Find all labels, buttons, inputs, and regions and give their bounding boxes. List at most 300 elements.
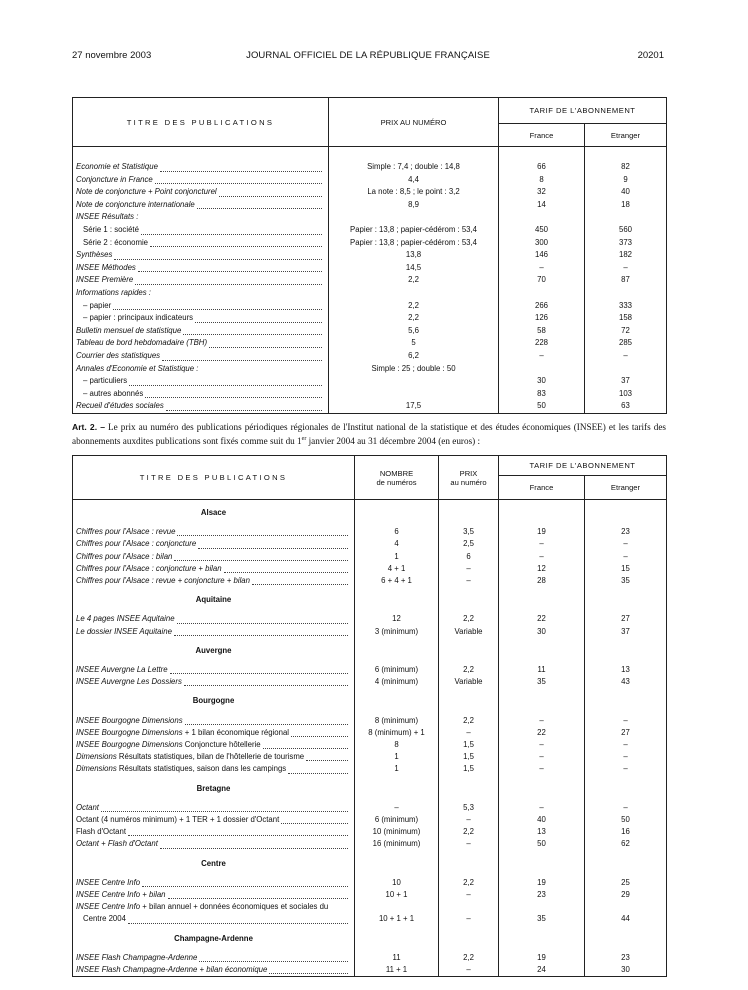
publication-name: Le 4 pages INSEE Aquitaine	[76, 614, 175, 624]
publications-table-1	[72, 97, 667, 414]
publication-title-cell	[73, 739, 355, 751]
etranger-cell	[585, 363, 667, 376]
prix-cell: 5,3	[439, 802, 499, 814]
publication-title-text	[76, 186, 217, 199]
publication-title-cell	[73, 664, 355, 676]
nombre-cell: 4 + 1	[355, 563, 439, 575]
table-row	[73, 312, 667, 325]
publication-title-cell	[73, 224, 329, 237]
publication-title-cell	[73, 715, 355, 727]
publication-title-cell	[73, 763, 355, 775]
table-row	[73, 538, 667, 550]
col-tarif-header: TARIF DE L'ABONNEMENT	[499, 456, 667, 476]
table-row	[73, 751, 667, 763]
france-cell: 32	[499, 186, 585, 199]
table-row	[73, 877, 667, 889]
publication-name: – autres abonnés	[83, 388, 144, 398]
etranger-cell: 560	[585, 224, 667, 237]
etranger-cell: –	[585, 715, 667, 727]
price-cell	[329, 211, 499, 224]
etranger-cell: 285	[585, 337, 667, 350]
publication-title-text	[76, 161, 158, 174]
publication-name-suffix: + bilan annuel + données économiques et sociales du	[140, 902, 329, 912]
price-cell: 14,5	[329, 262, 499, 275]
publication-title-text	[76, 551, 172, 563]
publication-title-text	[83, 300, 111, 313]
publication-name: Bulletin mensuel de statistique	[76, 325, 182, 335]
etranger-cell: –	[585, 551, 667, 563]
france-cell: 50	[499, 838, 585, 850]
publication-name: Octant + Flash d'Octant	[76, 839, 158, 849]
nombre-cell: 8 (minimum)	[355, 715, 439, 727]
publication-title-text	[76, 337, 207, 350]
publication-name: Flash d'Octant	[76, 827, 127, 837]
article-text-after: janvier 2004 au 31 décembre 2004 (en euros) :	[306, 435, 481, 446]
france-cell: –	[499, 802, 585, 814]
publication-name-suffix: (4 numéros minimum) + 1 TER + 1 dossier d'Octant	[98, 815, 280, 825]
publication-name: Chiffres pour l'Alsace : conjoncture	[76, 539, 197, 549]
table-row	[73, 551, 667, 563]
nombre-cell: 3 (minimum)	[355, 626, 439, 638]
publication-name: – papier	[83, 300, 112, 310]
section-row	[73, 858, 667, 870]
nombre-cell: 8	[355, 739, 439, 751]
publication-name: Recueil d'études sociales	[76, 401, 164, 411]
etranger-cell: 63	[585, 400, 667, 413]
publication-title-text	[76, 199, 195, 212]
price-cell	[329, 388, 499, 401]
table-row	[73, 802, 667, 814]
etranger-cell: 103	[585, 388, 667, 401]
etranger-cell: 35	[585, 575, 667, 587]
col-prix-line1: PRIX	[459, 468, 478, 478]
nombre-cell: 4	[355, 538, 439, 550]
etranger-cell: –	[585, 538, 667, 550]
publication-title-text	[76, 715, 183, 727]
etranger-cell: 87	[585, 274, 667, 287]
publication-name: INSEE Méthodes	[76, 262, 136, 272]
col-title-header: TITRE DES PUBLICATIONS	[73, 98, 329, 147]
publication-name: INSEE Bourgogne Dimensions	[76, 727, 183, 737]
publication-title-cell	[73, 199, 329, 212]
publication-title-cell	[73, 814, 355, 826]
price-cell: Papier : 13,8 ; papier-cédérom : 53,4	[329, 237, 499, 250]
france-cell: 146	[499, 249, 585, 262]
france-cell: 30	[499, 375, 585, 388]
publication-title-text	[76, 363, 198, 376]
prix-cell: 1,5	[439, 751, 499, 763]
france-cell: 19	[499, 526, 585, 538]
publication-name: INSEE Flash Champagne-Ardenne	[76, 952, 198, 962]
publication-title-text	[83, 312, 193, 325]
table-row	[73, 676, 667, 688]
table-row	[73, 763, 667, 775]
publication-title-cell	[73, 249, 329, 262]
table-row	[73, 237, 667, 250]
col-etranger-header: Etranger	[585, 476, 667, 500]
publication-title-cell	[73, 626, 355, 638]
etranger-cell: 82	[585, 161, 667, 174]
table-row	[73, 199, 667, 212]
publication-title-text	[76, 274, 133, 287]
prix-cell: –	[439, 563, 499, 575]
publication-title-text	[83, 224, 139, 237]
table-row	[73, 274, 667, 287]
etranger-cell: –	[585, 739, 667, 751]
publications-table-2	[72, 455, 667, 977]
etranger-cell: 27	[585, 613, 667, 625]
section-title: Alsace	[73, 507, 355, 519]
france-cell: –	[499, 739, 585, 751]
price-cell	[329, 375, 499, 388]
publication-title-cell	[73, 526, 355, 538]
section-row	[73, 783, 667, 795]
prix-cell: –	[439, 727, 499, 739]
publication-name: Note de conjoncture + Point conjoncturel	[76, 187, 217, 197]
table-row	[73, 350, 667, 363]
etranger-cell: 37	[585, 626, 667, 638]
publication-name: Note de conjoncture internationale	[76, 199, 195, 209]
price-cell: 17,5	[329, 400, 499, 413]
france-cell: 8	[499, 174, 585, 187]
publication-title-text	[76, 952, 197, 964]
publication-name: Chiffres pour l'Alsace : bilan	[76, 551, 173, 561]
etranger-cell: 23	[585, 952, 667, 964]
publication-title-cell	[73, 575, 355, 587]
publication-title-cell	[73, 312, 329, 325]
publication-title-text	[76, 739, 261, 751]
france-cell: 35	[499, 913, 585, 925]
publication-name-suffix: Résultats statistiques, saison dans les campings	[116, 764, 287, 774]
table-row	[73, 224, 667, 237]
france-cell: 126	[499, 312, 585, 325]
france-cell: 35	[499, 676, 585, 688]
publication-title-text	[76, 526, 175, 538]
price-cell: 8,9	[329, 199, 499, 212]
publication-title-cell	[73, 538, 355, 550]
france-cell: 28	[499, 575, 585, 587]
nombre-cell: 1	[355, 751, 439, 763]
etranger-cell	[585, 901, 667, 913]
section-row	[73, 645, 667, 657]
price-cell: 2,2	[329, 300, 499, 313]
publication-title-text	[76, 664, 168, 676]
price-cell: Simple : 7,4 ; double : 14,8	[329, 161, 499, 174]
publication-title-text	[76, 877, 140, 889]
nombre-cell: 16 (minimum)	[355, 838, 439, 850]
publication-title-text	[76, 676, 182, 688]
publication-name: Annales d'Economie et Statistique :	[76, 363, 199, 373]
col-title-header: TITRE DES PUBLICATIONS	[73, 456, 355, 500]
publication-title-text	[76, 174, 153, 187]
publication-name: Dimensions	[76, 764, 117, 774]
publication-title-cell	[73, 826, 355, 838]
header-page-number: 20201	[637, 50, 664, 61]
publication-title-cell	[73, 274, 329, 287]
france-cell: 228	[499, 337, 585, 350]
nombre-cell: 12	[355, 613, 439, 625]
nombre-cell: 10 + 1	[355, 889, 439, 901]
prix-cell: 2,2	[439, 613, 499, 625]
etranger-cell: –	[585, 350, 667, 363]
etranger-cell: 25	[585, 877, 667, 889]
table-row	[73, 325, 667, 338]
table-row	[73, 174, 667, 187]
price-cell: 13,8	[329, 249, 499, 262]
france-cell: 13	[499, 826, 585, 838]
publication-title-text	[83, 237, 148, 250]
price-cell	[329, 287, 499, 300]
header-journal-title: JOURNAL OFFICIEL DE LA RÉPUBLIQUE FRANÇAISE	[246, 50, 490, 61]
publication-name: Dimensions	[76, 752, 117, 762]
etranger-cell	[585, 287, 667, 300]
publication-title-cell	[73, 563, 355, 575]
table-row	[73, 889, 667, 901]
publication-title-text	[76, 727, 289, 739]
etranger-cell: –	[585, 262, 667, 275]
nombre-cell: 11 + 1	[355, 964, 439, 977]
france-cell: –	[499, 262, 585, 275]
publication-name: Série 2 : économie	[83, 237, 149, 247]
publication-title-cell	[73, 964, 355, 977]
price-cell: 5	[329, 337, 499, 350]
price-cell: Simple : 25 ; double : 50	[329, 363, 499, 376]
etranger-cell: 44	[585, 913, 667, 925]
etranger-cell: 13	[585, 664, 667, 676]
table-row	[73, 400, 667, 413]
prix-cell: 1,5	[439, 739, 499, 751]
publication-name-suffix: + 1 bilan économique régional	[182, 727, 290, 737]
publication-title-cell	[73, 400, 329, 413]
publication-title-cell	[73, 727, 355, 739]
etranger-cell: 30	[585, 964, 667, 977]
etranger-cell: 182	[585, 249, 667, 262]
publication-name: – particuliers	[83, 376, 128, 386]
table-row	[73, 715, 667, 727]
etranger-cell	[585, 211, 667, 224]
france-cell: 12	[499, 563, 585, 575]
france-cell: 24	[499, 964, 585, 977]
table-row	[73, 526, 667, 538]
publication-name: Chiffres pour l'Alsace : revue + conjoncture + bilan	[76, 576, 250, 586]
publication-name: Octant	[76, 815, 99, 825]
publication-title-text	[83, 388, 143, 401]
table-row	[73, 337, 667, 350]
publication-name: INSEE Flash Champagne-Ardenne + bilan économique	[76, 965, 268, 975]
publication-name: INSEE Centre Info	[76, 877, 141, 887]
publication-title-cell	[73, 751, 355, 763]
table-row	[73, 901, 667, 913]
publication-title-cell	[73, 613, 355, 625]
table-row	[73, 613, 667, 625]
nombre-cell: 6	[355, 526, 439, 538]
publication-name: – papier : principaux indicateurs	[83, 313, 194, 323]
publication-title-cell	[73, 838, 355, 850]
section-title: Champagne-Ardenne	[73, 933, 355, 945]
publication-name: INSEE Auvergne Les Dossiers	[76, 677, 182, 687]
col-nombre-line2: de numéros	[376, 477, 417, 487]
nombre-cell: 11	[355, 952, 439, 964]
publication-title-text	[76, 575, 250, 587]
publication-name: INSEE Auvergne La Lettre	[76, 665, 168, 675]
publication-name: INSEE Centre Info + bilan	[76, 890, 166, 900]
france-cell: 22	[499, 613, 585, 625]
france-cell: 40	[499, 814, 585, 826]
nombre-cell: 4 (minimum)	[355, 676, 439, 688]
publication-title-text	[76, 538, 196, 550]
table-row	[73, 186, 667, 199]
etranger-cell: 9	[585, 174, 667, 187]
france-cell	[499, 211, 585, 224]
table-row	[73, 739, 667, 751]
france-cell: –	[499, 350, 585, 363]
table-row	[73, 826, 667, 838]
nombre-cell: 10 (minimum)	[355, 826, 439, 838]
prix-cell: 2,2	[439, 664, 499, 676]
prix-cell: –	[439, 814, 499, 826]
france-cell	[499, 901, 585, 913]
publication-title-cell	[73, 211, 329, 224]
publication-title-cell	[73, 802, 355, 814]
nombre-cell: 8 (minimum) + 1	[355, 727, 439, 739]
publication-name: Série 1 : société	[83, 224, 139, 234]
price-cell: La note : 8,5 ; le point : 3,2	[329, 186, 499, 199]
publication-title-text	[83, 375, 127, 388]
table-row	[73, 375, 667, 388]
publication-name: Synthèses	[76, 250, 113, 260]
col-prix-line2: au numéro	[450, 477, 487, 487]
nombre-cell: 6 (minimum)	[355, 814, 439, 826]
publication-name: Tableau de bord hebdomadaire (TBH)	[76, 338, 208, 348]
publication-title-text	[76, 613, 175, 625]
etranger-cell: –	[585, 751, 667, 763]
article-text-before: Le prix au numéro des publications périodiques régionales de l'Institut national de la statistique et des études économiques (INSEE) et les tarifs des abonnements auxdites publications sont fixés comme suit du 1	[72, 422, 666, 446]
article-sup: er	[301, 435, 307, 442]
nombre-cell: 1	[355, 763, 439, 775]
publication-title-text	[76, 626, 172, 638]
france-cell: 266	[499, 300, 585, 313]
section-title: Aquitaine	[73, 594, 355, 606]
france-cell: 23	[499, 889, 585, 901]
prix-cell: 1,5	[439, 763, 499, 775]
france-cell: –	[499, 538, 585, 550]
table-row	[73, 575, 667, 587]
publication-name: Conjoncture in France	[76, 174, 153, 184]
france-cell: 11	[499, 664, 585, 676]
section-row	[73, 594, 667, 606]
table-row	[73, 211, 667, 224]
france-cell: –	[499, 715, 585, 727]
col-prix-header	[439, 456, 499, 500]
table-row	[73, 161, 667, 174]
publication-name: INSEE Première	[76, 275, 134, 285]
col-france-header: France	[499, 124, 585, 147]
section-title: Centre	[73, 858, 355, 870]
publication-title-text	[76, 901, 328, 913]
publication-title-cell	[73, 375, 329, 388]
section-title: Bretagne	[73, 783, 355, 795]
publication-title-text	[76, 763, 286, 775]
etranger-cell: 158	[585, 312, 667, 325]
france-cell: 30	[499, 626, 585, 638]
etranger-cell: 40	[585, 186, 667, 199]
prix-cell: –	[439, 838, 499, 850]
publication-name: Chiffres pour l'Alsace : revue	[76, 527, 176, 537]
publication-title-text	[76, 287, 151, 300]
etranger-cell: 333	[585, 300, 667, 313]
table-row	[73, 300, 667, 313]
publication-name: Chiffres pour l'Alsace : conjoncture + bilan	[76, 563, 222, 573]
table-row	[73, 964, 667, 977]
table-row	[73, 563, 667, 575]
prix-cell: –	[439, 964, 499, 977]
section-title: Auvergne	[73, 645, 355, 657]
publication-title-cell	[73, 237, 329, 250]
etranger-cell: 27	[585, 727, 667, 739]
price-cell: 4,4	[329, 174, 499, 187]
nombre-cell: 1	[355, 551, 439, 563]
prix-cell: 2,2	[439, 826, 499, 838]
col-france-header: France	[499, 476, 585, 500]
header-date: 27 novembre 2003	[72, 50, 152, 61]
publication-title-text	[76, 964, 267, 976]
price-cell: 5,6	[329, 325, 499, 338]
publication-name: Centre 2004	[83, 914, 126, 924]
publication-title-text	[76, 751, 304, 763]
nombre-cell: 10 + 1 + 1	[355, 913, 439, 925]
section-row	[73, 507, 667, 519]
table-row	[73, 287, 667, 300]
publication-title-text	[76, 802, 99, 814]
col-nombre-header	[355, 456, 439, 500]
publication-title-text	[76, 350, 160, 363]
publication-title-cell	[73, 877, 355, 889]
etranger-cell: 18	[585, 199, 667, 212]
publication-name-suffix: Conjoncture hôtellerie	[182, 740, 261, 750]
france-cell: 58	[499, 325, 585, 338]
prix-cell: 2,5	[439, 538, 499, 550]
price-cell: Papier : 13,8 ; papier-cédérom : 53,4	[329, 224, 499, 237]
publication-title-cell	[73, 337, 329, 350]
etranger-cell: 62	[585, 838, 667, 850]
publication-title-cell	[73, 161, 329, 174]
section-title: Bourgogne	[73, 695, 355, 707]
article-label: Art. 2. –	[72, 422, 106, 432]
france-cell: 450	[499, 224, 585, 237]
publication-name: INSEE Bourgogne Dimensions	[76, 740, 183, 750]
table-row	[73, 626, 667, 638]
prix-cell: 3,5	[439, 526, 499, 538]
prix-cell: –	[439, 913, 499, 925]
publication-name: INSEE Centre Info	[76, 902, 141, 912]
table-row	[73, 727, 667, 739]
publication-title-cell	[73, 300, 329, 313]
table-row	[73, 814, 667, 826]
col-nombre-line1: NOMBRE	[379, 468, 414, 478]
price-cell: 6,2	[329, 350, 499, 363]
etranger-cell: 23	[585, 526, 667, 538]
table-row	[73, 249, 667, 262]
publication-title-text	[76, 325, 181, 338]
prix-cell: Variable	[439, 626, 499, 638]
france-cell: 19	[499, 877, 585, 889]
nombre-cell: 10	[355, 877, 439, 889]
publication-name-suffix: Résultats statistiques, bilan de l'hôtellerie de tourisme	[116, 752, 305, 762]
table-row	[73, 838, 667, 850]
table-row	[73, 952, 667, 964]
publication-title-cell	[73, 676, 355, 688]
publication-title-text	[76, 400, 164, 413]
